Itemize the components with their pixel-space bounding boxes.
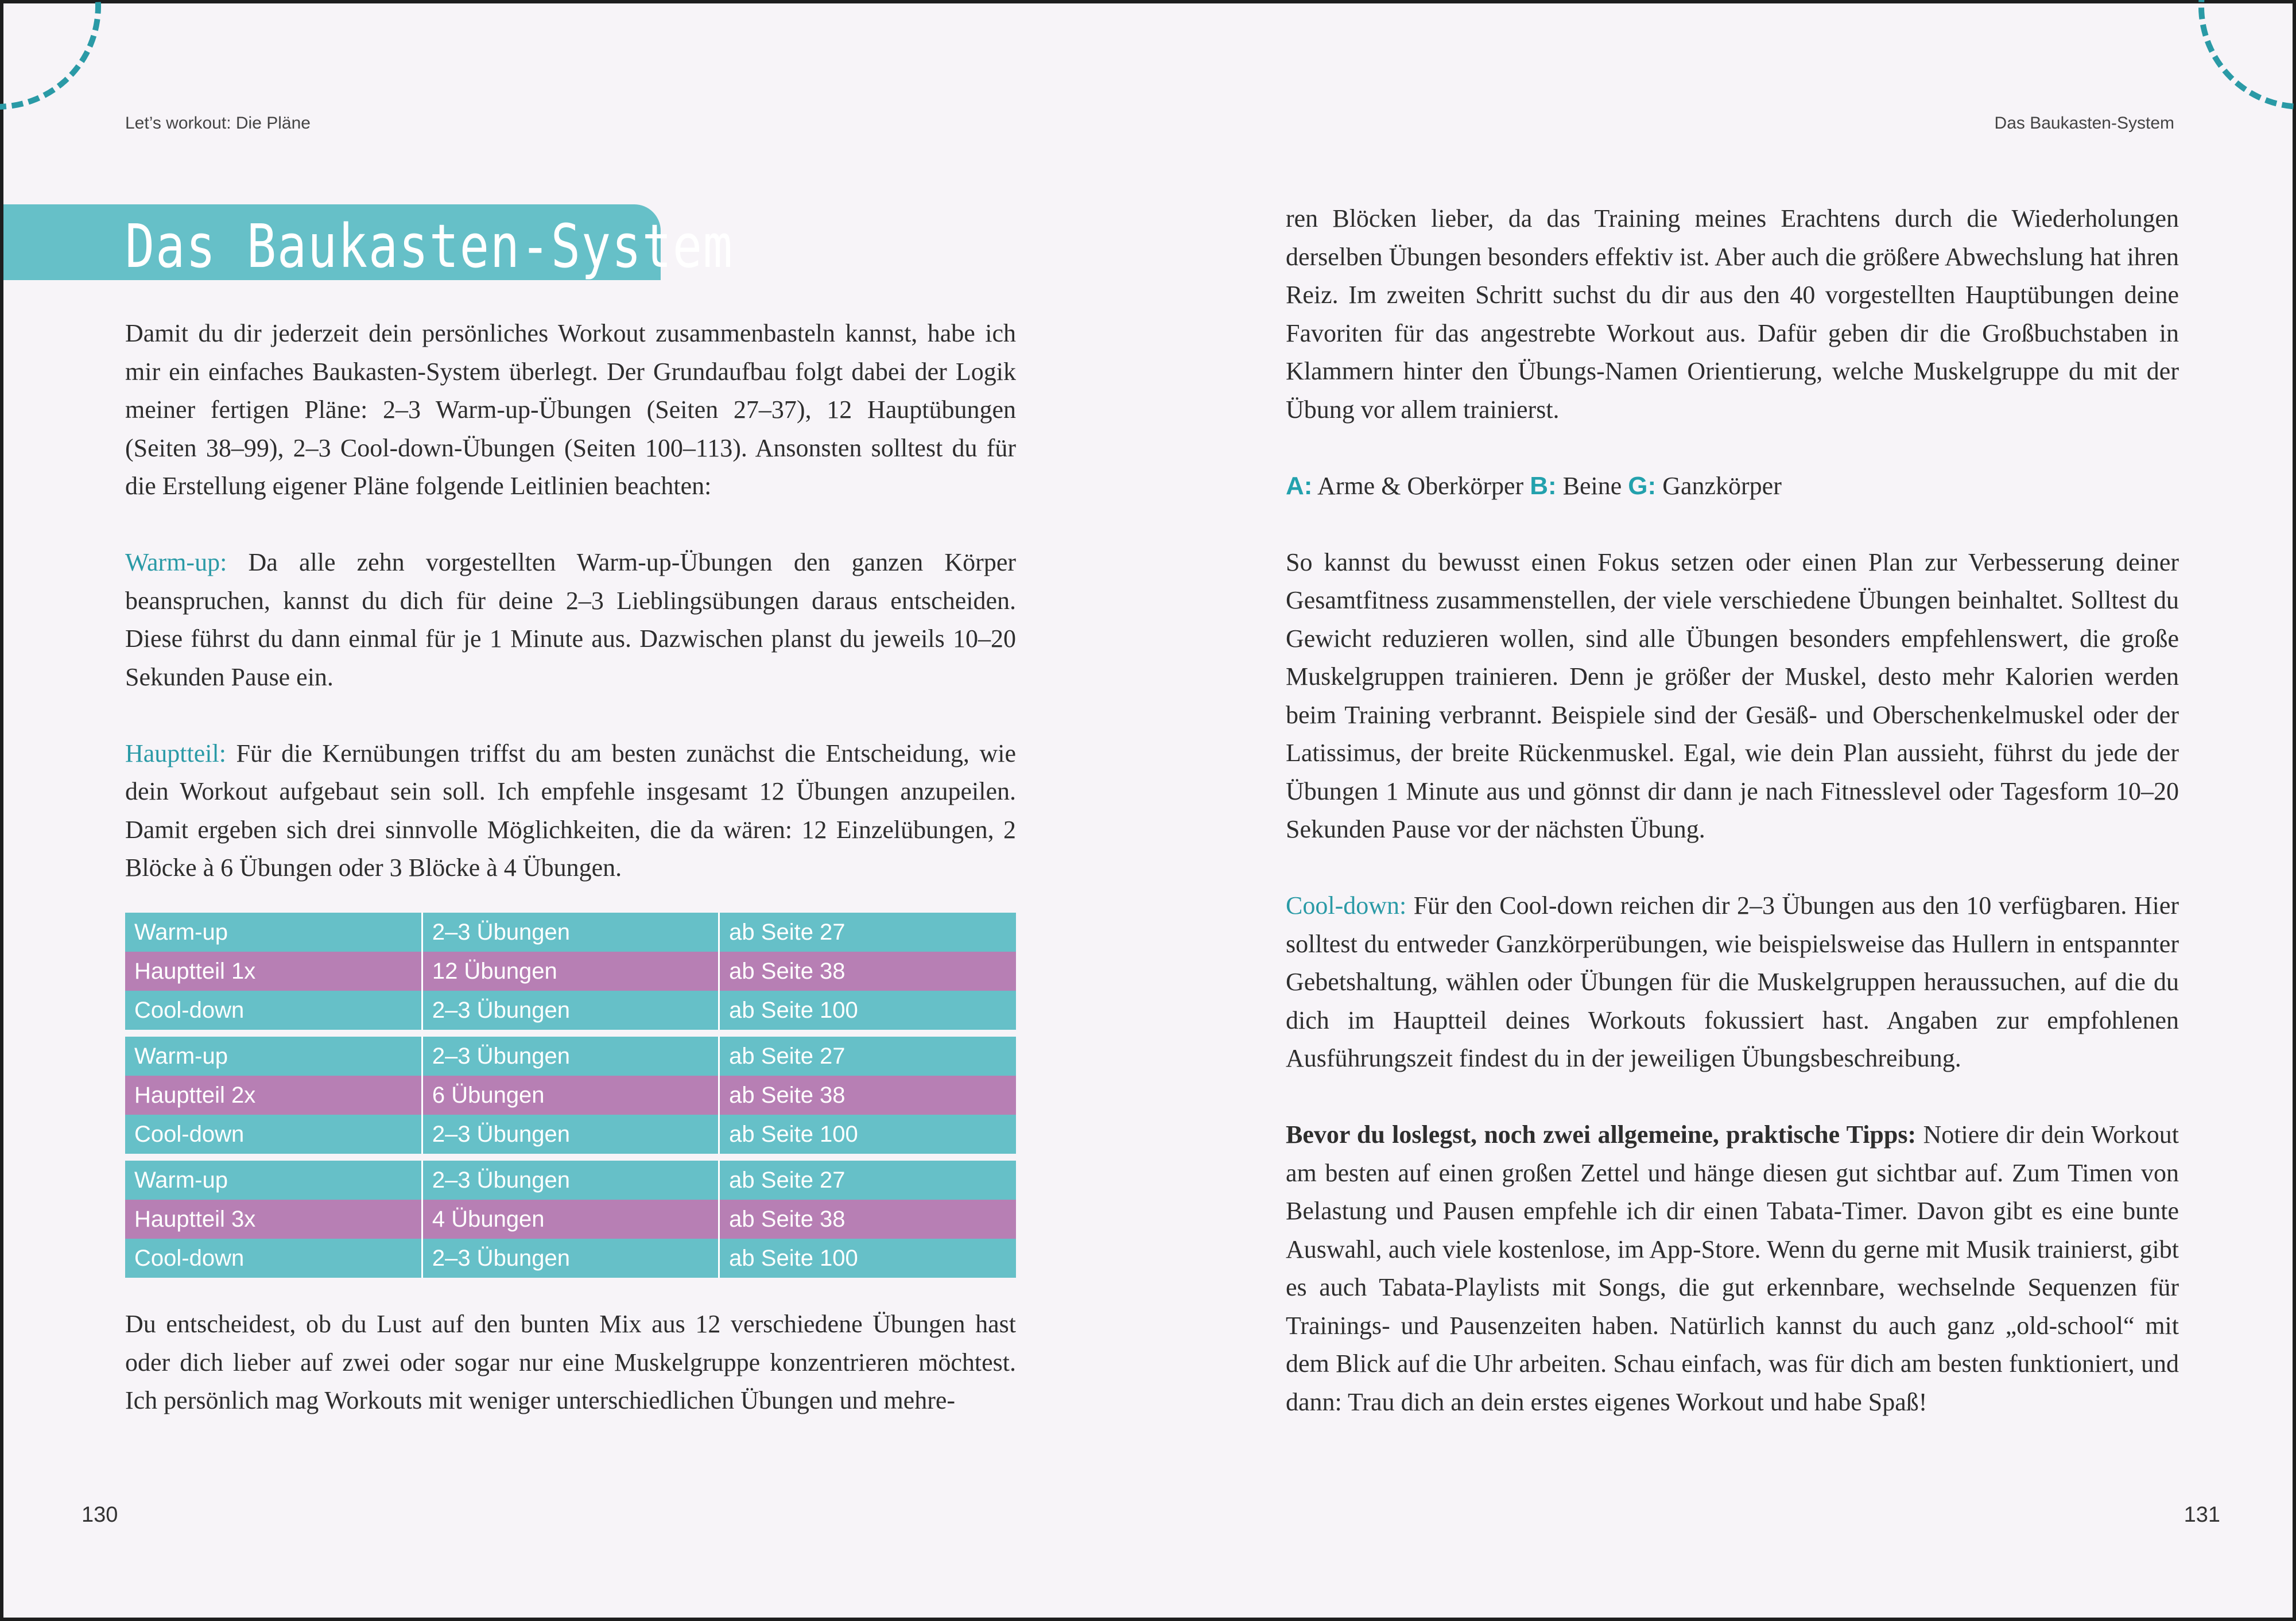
cooldown-label: Cool-down: bbox=[1286, 891, 1407, 920]
after-table-paragraph: Du entscheidest, ob du Lust auf den bunten Mix aus 12 verschiedene Übungen hast oder dich lieber auf zwei oder sogar nur eine Muskelgruppe konzentrieren möchtest. Ich persönlich mag Workouts mit weniger unterschiedlichen Übungen und mehre- bbox=[125, 1310, 1016, 1414]
legend-b-text: Beine bbox=[1562, 471, 1622, 500]
page-cell: ab Seite 27 bbox=[719, 1161, 1016, 1200]
hauptteil-text: Für die Kernübungen triffst du am besten zunächst die Entscheidung, wie dein Workout aufgebaut sein soll. Ich empfehle insgesamt 12 Übungen anzupeilen. Damit ergeben sich drei sinnvolle Möglichkeiten, die da wären: 12 Einzelübungen, 2 Blöcke à 6 Übungen oder 3 Blöcke à 4 Übungen. bbox=[125, 739, 1016, 882]
table-row bbox=[125, 991, 1016, 1030]
phase-cell: Cool-down bbox=[125, 991, 422, 1030]
table-row bbox=[125, 1115, 1016, 1154]
amount-cell: 2–3 Übungen bbox=[422, 913, 719, 952]
page-number-left: 130 bbox=[82, 1503, 118, 1527]
left-page bbox=[3, 3, 1151, 1618]
page-cell: ab Seite 100 bbox=[719, 1239, 1016, 1278]
right-page bbox=[1151, 3, 2296, 1618]
amount-cell: 4 Übungen bbox=[422, 1200, 719, 1239]
phase-cell: Hauptteil 2x bbox=[125, 1076, 422, 1115]
amount-cell: 2–3 Übungen bbox=[422, 1239, 719, 1278]
legend-a-text: Arme & Oberkörper bbox=[1317, 471, 1524, 500]
tips-label: Bevor du loslegst, noch zwei allgemeine, praktische Tipps: bbox=[1286, 1120, 1917, 1149]
page-cell: ab Seite 100 bbox=[719, 991, 1016, 1030]
amount-cell: 2–3 Übungen bbox=[422, 1161, 719, 1200]
decorative-arc bbox=[2198, 0, 2296, 110]
table-row bbox=[125, 952, 1016, 991]
phase-cell: Cool-down bbox=[125, 1239, 422, 1278]
hauptteil-paragraph bbox=[125, 735, 1016, 887]
title-band bbox=[3, 204, 734, 281]
page-cell: ab Seite 27 bbox=[719, 913, 1016, 952]
amount-cell: 2–3 Übungen bbox=[422, 1115, 719, 1154]
focus-paragraph: So kannst du bewusst einen Fokus setzen oder einen Plan zur Verbesserung deiner Gesamtfitness zusammenstellen, der viele verschiedene Übungen beinhaltet. Solltest du Gewicht reduzieren wollen, sind alle Übungen besonders empfehlenswert, die große Muskelgruppen trainieren. Denn je größer der Muskel, desto mehr Kalorien werden beim Training verbrannt. Beispiele sind der Gesäß- und Oberschenkelmuskel oder der Latissimus, der breite Rückenmuskel. Egal, wie dein Plan aussieht, führst du jede der Übungen 1 Minute aus und gönnst dir dann je nach Fitnesslevel oder Tagesform 10–20 Sekunden Pause vor der nächsten Übung. bbox=[1286, 548, 2179, 843]
amount-cell: 2–3 Übungen bbox=[422, 991, 719, 1030]
tips-text: Notiere dir dein Workout am besten auf einen großen Zettel und hänge diesen gut sichtbar auf. Zum Timen von Belastung und Pausen empfehle ich dir einen Tabata-Timer. Davon gibt es eine bunte Auswahl, auch viele kostenlose, im App-Store. Wenn du gerne mit Musik trainierst, gibt es auch Tabata-Playlists mit Songs, die gut erkennbare, wechselnde Sequenzen für Trainings- und Pausenzeiten haben. Natürlich kannst du auch ganz „old-school“ mit dem Blick auf die Uhr arbeiten. Schau einfach, was für dich am besten funktioniert, und dann: Trau dich an dein erstes eigenes Workout und habe Spaß! bbox=[1286, 1120, 2179, 1416]
table-row bbox=[125, 1076, 1016, 1115]
table-row bbox=[125, 1037, 1016, 1076]
warmup-text: Da alle zehn vorgestellten Warm-up-Übungen den ganzen Körper beanspruchen, kannst du dich für deine 2–3 Lieblingsübungen daraus entscheiden. Diese führst du dann einmal für je 1 Minute aus. Dazwischen planst du jeweils 10–20 Sekunden Pause ein. bbox=[125, 548, 1017, 691]
page-cell: ab Seite 38 bbox=[719, 1200, 1016, 1239]
phase-cell: Warm-up bbox=[125, 1037, 422, 1076]
phase-cell: Warm-up bbox=[125, 913, 422, 952]
table-row bbox=[125, 1239, 1016, 1278]
warmup-paragraph bbox=[125, 544, 1016, 696]
decorative-arc bbox=[0, 0, 101, 110]
page-title: Das Baukasten-System bbox=[125, 211, 734, 281]
tips-paragraph bbox=[1286, 1116, 2179, 1421]
cooldown-paragraph bbox=[1286, 887, 2179, 1078]
amount-cell: 12 Übungen bbox=[422, 952, 719, 991]
page-cell: ab Seite 27 bbox=[719, 1037, 1016, 1076]
plan-table-3 bbox=[125, 1161, 1016, 1278]
legend-a-label: A: bbox=[1286, 471, 1313, 500]
intro-paragraph: Damit du dir jederzeit dein persönliches Workout zusammenbasteln kannst, habe ich mir ein einfaches Baukasten-System überlegt. Der Grundaufbau folgt dabei der Logik meiner fertigen Pläne: 2–3 Warm-up-Übungen (Seiten 27–37), 12 Hauptübungen (Seiten 38–99), 2–3 Cool-down-Übungen (Seiten 100–113). Ansonsten solltest du für die Erstellung eigener Pläne folgende Leitlinien beachten: bbox=[125, 319, 1016, 500]
running-head-right: Das Baukasten-System bbox=[1994, 114, 2174, 133]
plan-table-2 bbox=[125, 1037, 1016, 1154]
page-cell: ab Seite 38 bbox=[719, 1076, 1016, 1115]
table-row bbox=[125, 1161, 1016, 1200]
running-head-left: Let’s workout: Die Pläne bbox=[125, 114, 311, 133]
phase-cell: Warm-up bbox=[125, 1161, 422, 1200]
amount-cell: 2–3 Übungen bbox=[422, 1037, 719, 1076]
after-table-body bbox=[125, 1305, 1016, 1458]
page-number-right: 131 bbox=[2183, 1503, 2220, 1527]
page-cell: ab Seite 100 bbox=[719, 1115, 1016, 1154]
table-row bbox=[125, 1200, 1016, 1239]
phase-cell: Hauptteil 1x bbox=[125, 952, 422, 991]
hauptteil-label: Hauptteil: bbox=[125, 739, 226, 767]
cooldown-text: Für den Cool-down reichen dir 2–3 Übungen aus den 10 verfügbaren. Hier solltest du entweder Ganzkörperübungen, wie beispielsweise das Hullern in entspannter Gebetshaltung, wählen oder Übungen für die Muskelgruppen heraussuchen, auf die du dich im Hauptteil deines Workouts fokussiert hast. Angaben zur empfohlenen Ausführungszeit findest du in der jeweiligen Übungsbeschreibung. bbox=[1286, 891, 2179, 1072]
legend-g-label: G: bbox=[1628, 471, 1657, 500]
legend-b-label: B: bbox=[1530, 471, 1557, 500]
amount-cell: 6 Übungen bbox=[422, 1076, 719, 1115]
page-cell: ab Seite 38 bbox=[719, 952, 1016, 991]
continuation-paragraph: ren Blöcken lieber, da das Training meines Erachtens durch die Wiederholungen derselben Übungen besonders effektiv ist. Aber auch die größere Abwechslung hat ihren Reiz. Im zweiten Schritt suchst du dir aus den 40 vorgestellten Hauptübungen deine Favoriten für das angestrebte Workout aus. Dafür geben dir die Großbuchstaben in Klammern hinter den Übungs-Namen Orientierung, welche Muskelgruppe du mit der Übung vor allem trainierst. bbox=[1286, 204, 2179, 424]
left-body bbox=[125, 315, 1016, 925]
table-row bbox=[125, 913, 1016, 952]
plan-tables bbox=[125, 913, 1016, 1285]
plan-table-1 bbox=[125, 913, 1016, 1030]
muscle-legend bbox=[1286, 467, 2179, 506]
phase-cell: Hauptteil 3x bbox=[125, 1200, 422, 1239]
right-body bbox=[1286, 200, 2179, 1460]
warmup-label: Warm-up: bbox=[125, 548, 227, 576]
legend-g-text: Ganzkörper bbox=[1662, 471, 1782, 500]
phase-cell: Cool-down bbox=[125, 1115, 422, 1154]
